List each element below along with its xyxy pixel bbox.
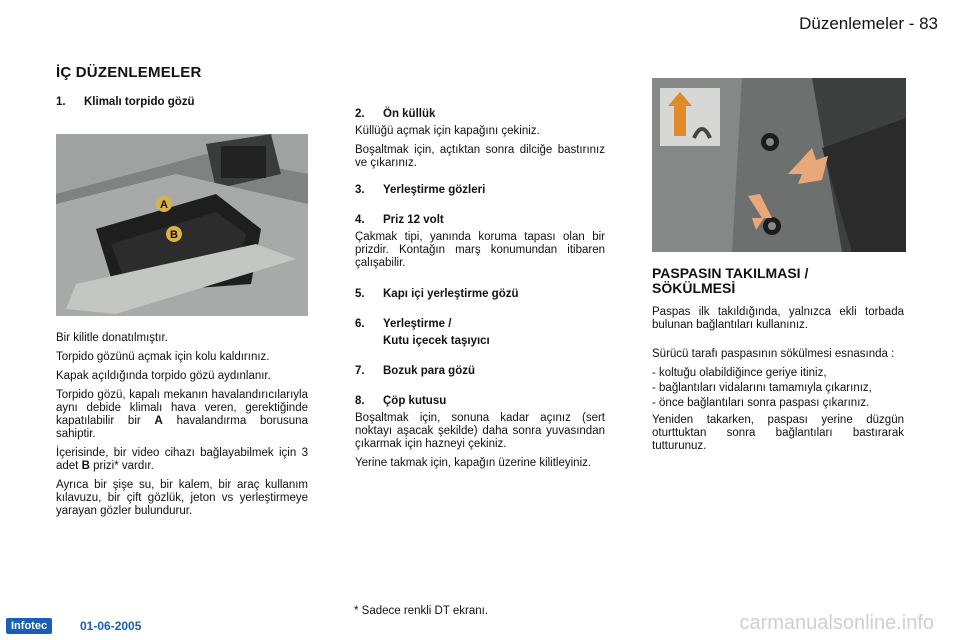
col1-para-5a: İçerisinde, bir video cihazı bağlayabilmek için 3 adet	[56, 447, 308, 472]
item-7-heading	[355, 365, 605, 377]
mat-para-1: Paspas ilk takıldığında, yalnızca ekli torbada bulunan bağlantıları kullanınız.	[652, 306, 904, 331]
item-5-number: 5.	[355, 288, 365, 300]
item-4-title: Priz 12 volt	[383, 214, 444, 226]
item-4-number: 4.	[355, 214, 365, 226]
item-2-para-2: Boşaltmak için, açtıktan sonra dilciğe bastırınız ve çıkarınız.	[355, 144, 605, 169]
item-2-title: Ön küllük	[383, 108, 436, 120]
glovebox-illustration	[56, 134, 308, 316]
section-title: İÇ DÜZENLEMELER	[56, 64, 202, 81]
footnote: * Sadece renkli DT ekranı.	[354, 605, 489, 617]
item-2-number: 2.	[355, 108, 365, 120]
item-2-heading	[355, 108, 605, 120]
list-item: - önce bağlantıları sonra paspası çıkarınız.	[652, 397, 870, 409]
item-3	[355, 184, 605, 196]
item-4-para: Çakmak tipi, yanında koruma tapası olan bir prizdir. Kontağın marş konumundan itibaren çalışabilir.	[355, 231, 605, 269]
mat-title-line-2: SÖKÜLMESİ	[652, 280, 736, 296]
column-3	[652, 266, 904, 459]
col1-para-4b: havalandırma borusuna sahiptir.	[56, 415, 308, 440]
item-1-number: 1.	[56, 96, 66, 108]
col1-para-4a: Torpido gözü, kapalı mekanın havalandırıcılarıyla aynı debide klimalı hava veren, gerektiğinde kapatılabilir bir	[56, 389, 308, 427]
column-1-text	[56, 332, 308, 524]
item-2-para-1: Küllüğü açmak için kapağını çekiniz.	[355, 125, 540, 137]
list-item: - bağlantıları vidalarını tamamıyla çıkarınız,	[652, 382, 872, 394]
mat-photo	[652, 78, 906, 252]
bold-a: A	[154, 415, 163, 427]
col1-para-5	[56, 447, 308, 473]
item-7-number: 7.	[355, 365, 365, 377]
item-3-heading	[355, 184, 605, 196]
footer-date: 01-06-2005	[80, 619, 142, 633]
item-4	[355, 214, 605, 270]
item-6-heading	[355, 318, 605, 330]
item-6	[355, 318, 605, 347]
item-1-heading	[56, 96, 308, 108]
item-5-title: Kapı içi yerleştirme gözü	[383, 288, 519, 300]
item-8-title: Çöp kutusu	[383, 395, 447, 407]
photo-label-b: B	[170, 229, 178, 241]
col1-para-6: Ayrıca bir şişe su, bir kalem, bir araç kullanım kılavuzu, bir çift gözlük, jeton vs yerleştirmeye yarayan gözler bulundurur.	[56, 479, 308, 517]
item-3-number: 3.	[355, 184, 365, 196]
col1-para-2: Torpido gözünü açmak için kolu kaldırınız.	[56, 351, 270, 363]
glovebox-photo	[56, 134, 308, 316]
item-7	[355, 365, 605, 377]
col1-para-3: Kapak açıldığında torpido gözü aydınlanır.	[56, 370, 271, 382]
item-6-title: Yerleştirme /	[383, 318, 452, 330]
item-7-title: Bozuk para gözü	[383, 365, 476, 377]
photo-label-a: A	[160, 199, 168, 211]
item-8-para-1: Boşaltmak için, sonuna kadar açınız (sert noktayı aşacak şekilde) daha sonra yuvasından çıkarmak için hazneyi çekiniz.	[355, 412, 605, 450]
item-3-title: Yerleştirme gözleri	[383, 184, 486, 196]
col1-para-4	[56, 389, 308, 441]
page-header: Düzenlemeler - 83	[799, 14, 938, 33]
col1-para-5b: prizi* vardır.	[93, 460, 154, 472]
col1-para-1: Bir kilitle donatılmıştır.	[56, 332, 168, 344]
mat-para-2: Sürücü tarafı paspasının sökülmesi esnasında :	[652, 348, 895, 360]
item-2	[355, 108, 605, 170]
watermark: carmanualsonline.info	[739, 612, 934, 634]
column-2	[355, 108, 605, 482]
bold-b: B	[81, 460, 90, 472]
mat-steps-list	[652, 367, 904, 410]
item-5-heading	[355, 288, 605, 300]
item-8	[355, 395, 605, 470]
mat-title-line-1: PASPASIN TAKILMASI /	[652, 265, 809, 281]
item-5	[355, 288, 605, 300]
list-item: - koltuğu olabildiğince geriye itiniz,	[652, 367, 827, 379]
mat-illustration	[652, 78, 906, 252]
item-4-heading	[355, 214, 605, 226]
item-8-para-2: Yerine takmak için, kapağın üzerine kilitleyiniz.	[355, 457, 592, 469]
infotec-logo: Infotec	[6, 618, 52, 634]
item-8-number: 8.	[355, 395, 365, 407]
item-6-number: 6.	[355, 318, 365, 330]
item-6-subtitle: Kutu içecek taşıyıcı	[383, 335, 490, 347]
item-8-heading	[355, 395, 605, 407]
column-1	[56, 96, 308, 108]
item-1-title: Klimalı torpido gözü	[84, 96, 195, 108]
mat-para-3: Yeniden takarken, paspası yerine düzgün oturttuktan sonra bağlantıları bastırarak tutturunuz.	[652, 414, 904, 452]
